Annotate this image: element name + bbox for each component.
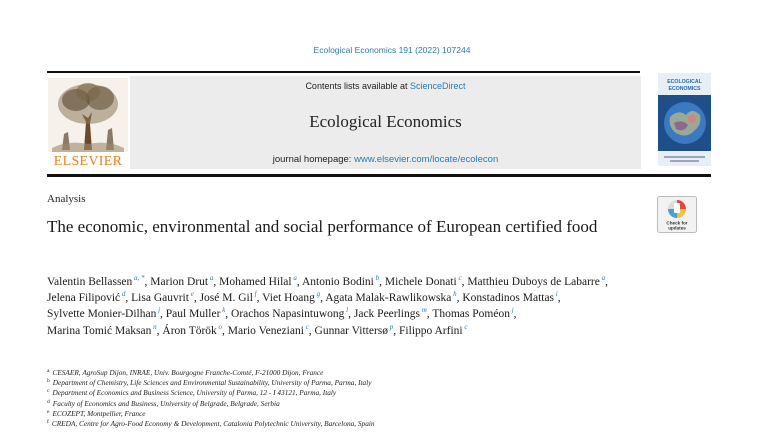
author-name[interactable] [399,322,468,337]
affiliation-item [47,368,687,378]
author-affiliation-marker[interactable]: a [291,274,297,282]
author-name-text: Agata Malak-Rawlikowska [325,292,452,305]
author-affiliation-marker[interactable]: a, * [132,274,145,282]
author-affiliation-marker[interactable]: c [303,322,309,331]
author-affiliation-marker[interactable]: g [314,290,321,299]
affiliation-marker: c [47,388,50,395]
author-affiliation-marker[interactable]: i [554,290,558,299]
author-affiliation-marker[interactable]: n [151,322,157,331]
author-affiliation-marker[interactable]: o [216,322,223,331]
author-affiliation-marker[interactable]: l [344,306,349,315]
check-for-updates-button[interactable] [657,196,697,233]
author-affiliation-marker[interactable]: e [188,290,194,299]
author-name[interactable] [231,308,348,320]
author-name[interactable] [219,276,297,288]
author-affiliation-marker[interactable]: c [456,274,462,282]
check-for-updates-icon [657,196,697,233]
affiliation-marker: b [47,378,50,385]
author-name[interactable] [385,276,462,288]
journal-homepage-link[interactable]: www.elsevier.com/locate/ecolecon [354,154,499,165]
affiliation-marker: a [47,368,50,374]
author-name[interactable] [47,308,160,320]
author-name-text: Antonio Bodini [301,276,374,288]
author-name-text: Matthieu Duboys de Labarre [467,276,600,288]
author-name-text: Mohamed Hilal [219,276,292,288]
author-name-text: Gunnar Vittersø [314,324,389,337]
affiliation-item [47,409,687,419]
affiliation-text: Department of Economics and Business Science, University of Parma, 12 - I 43121, Parma, Italy [52,388,337,398]
author-affiliation-marker[interactable]: k [220,306,226,315]
author-name-text: Valentin Bellassen [47,276,133,288]
contents-line [130,81,641,91]
elsevier-tree-logo-icon [48,78,128,168]
author-affiliation-marker[interactable]: p [388,322,394,331]
author-name[interactable] [354,308,427,320]
author-name[interactable] [47,276,145,288]
author-name[interactable] [150,276,213,288]
author-name[interactable] [227,322,309,337]
author-name[interactable] [200,292,257,304]
journal-cover-icon [658,73,711,166]
header-bottom-rule [47,174,711,177]
cover-title-line-1: ECOLOGICAL [667,79,702,85]
author-affiliation-marker[interactable]: d [120,290,126,299]
affiliation-marker: e [47,408,50,415]
author-affiliation-marker[interactable]: j [509,306,514,315]
homepage-prefix: journal homepage: [272,154,352,165]
badge-line-2: updates [668,225,686,231]
author-name-text: Áron Török [162,324,217,337]
author-name-text: Filippo Arfini [399,324,463,337]
author-name-text: Jack Peerlings [353,308,420,321]
contents-prefix: Contents lists available at [305,81,408,91]
author-name[interactable] [162,322,223,337]
affiliation-marker: d [47,398,50,405]
author-name[interactable] [467,276,605,288]
author-affiliation-marker[interactable]: b [373,274,380,282]
affiliation-item [47,419,687,429]
author-name[interactable] [314,322,394,337]
author-affiliation-marker[interactable]: j [156,306,161,315]
author-name-text: Konstadinos Mattas [462,292,555,305]
author-name-text: Viet Hoang [262,292,315,305]
author-name-text: Lisa Gauvrit [131,292,189,305]
author-name-text: Orachos Napasintuwong [231,308,345,321]
author-name-text: Thomas Poméon [432,308,510,321]
journal-name: Ecological Economics [309,112,462,131]
author-name[interactable] [302,276,379,288]
affiliation-item [47,388,687,398]
badge-line-1: Check for [666,220,688,226]
author-name[interactable] [131,292,194,304]
affiliation-item [47,399,687,409]
affiliation-text: Department of Chemistry, Life Sciences and Environmental Sustainability, University of Parma, Parma, Italy [52,378,372,388]
affiliation-marker: f [47,419,49,426]
author-name[interactable] [166,308,225,320]
author-name[interactable] [432,308,513,320]
author-affiliation-marker[interactable]: a [208,274,214,282]
sciencedirect-link[interactable]: ScienceDirect [410,81,466,91]
journal-cover-image[interactable] [658,73,711,166]
affiliation-list [47,368,687,429]
affiliation-text: CREDA, Centre for Agro-Food Economy & Development, Catalonia Polytechnic University, Barcelona, Spain [51,419,375,429]
elsevier-logo[interactable] [48,78,128,168]
homepage-line [130,154,641,165]
author-affiliation-marker[interactable]: m [419,306,427,315]
author-name[interactable] [47,292,125,304]
author-affiliation-marker[interactable]: h [451,290,457,299]
article-type: Analysis [47,193,86,205]
author-name-text: Marion Drut [150,276,209,288]
author-name[interactable] [47,322,157,337]
author-name-text: Michele Donati [384,276,457,288]
author-affiliation-marker[interactable]: c [462,322,468,331]
author-name-text: Paul Muller [165,308,221,321]
author-affiliation-marker[interactable]: f [252,290,257,299]
author-name-text: Jelena Filipović [47,292,121,305]
author-name-text: José M. Gil [199,292,253,305]
journal-citation[interactable]: Ecological Economics 191 (2022) 107244 [313,45,471,55]
author-name-text: Sylvette Monier-Dilhan [47,308,157,321]
author-name[interactable] [462,292,557,304]
header-top-rule [47,71,640,73]
affiliation-text: Faculty of Economics and Business, University of Belgrade, Belgrade, Serbia [52,398,280,408]
author-name-text: Marina Tomić Maksan [47,324,152,337]
author-name[interactable] [262,292,320,304]
author-name-text: Mario Veneziani [227,324,304,337]
affiliation-text: ECOZEPT, Montpellier, France [52,408,146,418]
elsevier-wordmark: ELSEVIER [53,154,123,168]
affiliation-text: CESAER, AgroSup Dijon, INRAE, Univ. Bourgogne Franche-Comté, F-21000 Dijon, France [52,368,324,377]
author-list: Valentin Bellassen $^{a, *}$, Marion Drut $^a$, Mohamed Hilal $^a$, Antonio Bodini $^b$, Michele Donati $^c$, Matthieu Duboys de Labarre $^a$, Jelena Filipović $^d$, Lisa Gauvrit $^e$, José M. Gil $^f$, Viet Hoang $^g$, Agata Malak-Rawlikowska $^h$, Konstadinos Mattas $^i$, Sylvette Monier-Dilhan $^j$, Paul Muller $^k$, Orachos Napasintuwong $^l$, Jack Peerlings $^m$, Thomas Poméon $^j$, Marina Tomić Maksan $^n$, Áron Török $^o$, Mario Veneziani $^c$, Gunnar Vittersø $^p$, Filippo Arfini $^c$ [47,274,608,337]
affiliation-item [47,378,687,388]
author-name[interactable] [325,292,456,304]
article-title: The economic, environmental and social performance of European certified food [47,217,598,236]
cover-title-line-2: ECONOMICS [668,86,701,92]
author-affiliation-marker[interactable]: a [599,274,606,282]
